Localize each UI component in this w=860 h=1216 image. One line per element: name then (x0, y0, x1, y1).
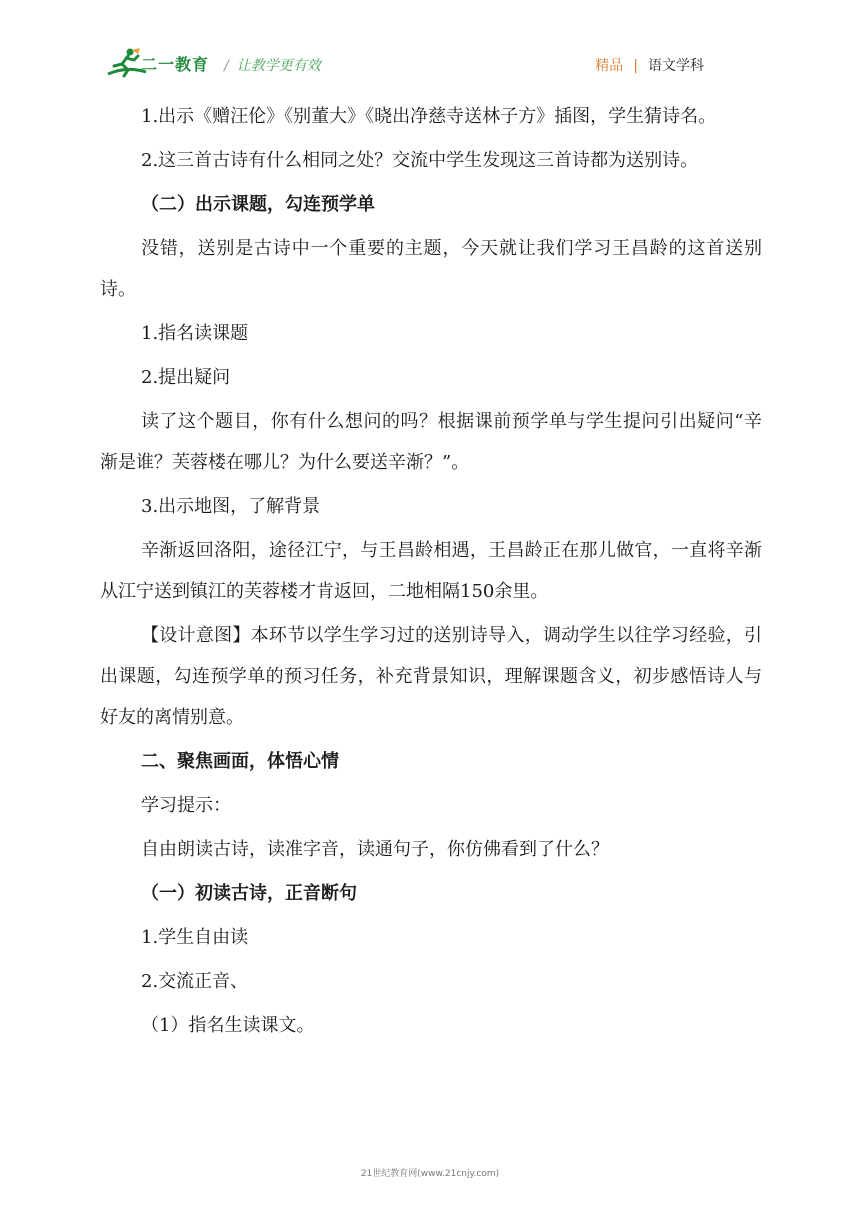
slogan-text: 让教学更有效 (236, 58, 321, 74)
tag-subject: 语文学科 (648, 58, 704, 74)
page-footer: 21世纪教育网(www.21cnjy.com) (360, 1169, 500, 1179)
logo-text: 二一教育 (141, 55, 210, 74)
paragraph: 读了这个题目，你有什么想问的吗？根据课前预学单与学生提问引出疑问“辛渐是谁？芙蓉楼在哪儿？为什么要送辛渐？”。 (100, 411, 762, 473)
paragraph: 1.指名读课题 (141, 323, 249, 344)
paragraph: 没错，送别是古诗中一个重要的主题，今天就让我们学习王昌龄的这首送别诗。 (100, 238, 762, 300)
section-heading: 二、聚焦画面，体悟心情 (141, 751, 339, 772)
paragraph: 2.这三首古诗有什么相同之处？交流中学生发现这三首诗都为送别诗。 (141, 150, 699, 171)
tag-quality: 精品 (595, 58, 624, 74)
document-body (100, 96, 762, 1049)
page-header (0, 0, 860, 90)
paragraph: 1.出示《赠汪伦》《别董大》《晓出净慈寺送林子方》插图，学生猜诗名。 (141, 106, 717, 127)
section-heading: （一）初读古诗，正音断句 (141, 883, 357, 904)
section-heading: （二）出示课题，勾连预学单 (141, 194, 375, 215)
paragraph: 2.提出疑问 (141, 367, 231, 388)
paragraph: 2.交流正音、 (141, 971, 249, 992)
paragraph: 学习提示： (141, 795, 231, 816)
paragraph: （1）指名生读课文。 (141, 1015, 315, 1036)
paragraph: 3.出示地图，了解背景 (141, 496, 321, 517)
tag-divider: | (633, 58, 638, 74)
paragraph: 辛渐返回洛阳，途径江宁，与王昌龄相遇，王昌龄正在那儿做官，一直将辛渐从江宁送到镇江的芙蓉楼才肯返回，二地相隔150余里。 (100, 540, 762, 602)
slogan (224, 55, 321, 75)
slogan-slash: / (224, 58, 229, 74)
paragraph: 1.学生自由读 (141, 927, 249, 948)
subject-tag (595, 55, 704, 75)
paragraph: 自由朗读古诗，读准字音，读通句子，你仿佛看到了什么？ (141, 839, 609, 860)
design-intent-paragraph: 【设计意图】本环节以学生学习过的送别诗导入，调动学生以往学习经验，引出课题，勾连预学单的预习任务，补充背景知识，理解课题含义，初步感悟诗人与好友的离情别意。 (100, 625, 762, 728)
